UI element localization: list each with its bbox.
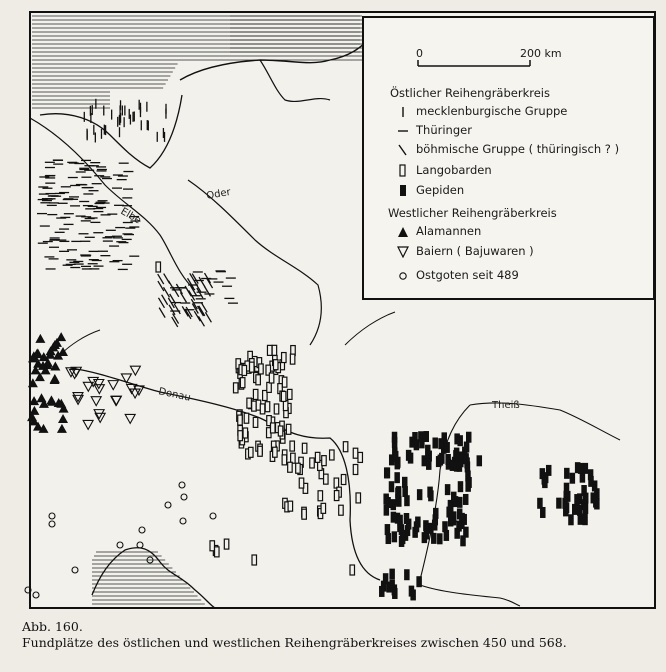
site-gepiden (432, 437, 438, 448)
site-langobarden (271, 423, 276, 433)
vertical-bar-symbol-icon (394, 106, 412, 118)
site-langobarden (224, 539, 229, 549)
site-langobarden (247, 398, 252, 408)
site-gepiden (572, 504, 578, 515)
site-gepiden (394, 472, 400, 483)
site-langobarden (282, 377, 287, 387)
site-gepiden (463, 453, 469, 464)
site-langobarden (287, 389, 292, 399)
open-circle-symbol-icon (394, 271, 412, 281)
site-langobarden (288, 462, 293, 472)
site-gepiden (460, 535, 466, 546)
site-langobarden (334, 478, 339, 488)
site-gepiden (391, 499, 397, 510)
site-langobarden (250, 362, 255, 372)
legend-label: Ostgoten seit 489 (416, 268, 519, 282)
site-gepiden (383, 494, 389, 505)
legend-item-mecklenburg (394, 106, 567, 118)
site-gepiden (404, 495, 410, 506)
site-langobarden (233, 383, 238, 393)
site-langobarden (242, 365, 247, 375)
site-langobarden (252, 401, 257, 411)
site-langobarden (296, 463, 301, 473)
site-gepiden (409, 437, 415, 448)
site-langobarden (274, 404, 279, 414)
site-gepiden (393, 451, 399, 462)
site-langobarden (353, 448, 358, 458)
site-gepiden (389, 481, 395, 492)
map-legend (362, 16, 655, 300)
site-langobarden (267, 345, 272, 355)
site-langobarden (240, 378, 245, 388)
site-langobarden (315, 452, 320, 462)
caption-text: Fundplätze des östlichen und westlichen Reihengräberkreises zwischen 450 und 568. (22, 635, 567, 650)
site-langobarden (238, 431, 243, 441)
site-gepiden (391, 512, 397, 523)
legend-item-thueringer (394, 125, 472, 137)
site-langobarden (350, 565, 355, 575)
legend-label: böhmische Gruppe ( thüringisch ? ) (416, 142, 620, 157)
legend-item-ostgoten (394, 270, 519, 282)
figure-number: Abb. 160. (22, 619, 83, 634)
site-gepiden (537, 498, 543, 509)
site-langobarden (339, 505, 344, 515)
site-gepiden (418, 431, 424, 442)
site-gepiden (463, 494, 469, 505)
site-gepiden (400, 533, 406, 544)
site-gepiden (442, 521, 448, 532)
legend-label: Baiern ( Bajuwaren ) (416, 244, 534, 259)
legend-label: Alamannen (416, 224, 482, 239)
legend-label: Thüringer (416, 123, 472, 138)
site-gepiden (385, 524, 391, 535)
site-gepiden (404, 569, 410, 580)
site-gepiden (424, 528, 430, 539)
legend-item-langobarden (394, 164, 492, 178)
site-gepiden (582, 513, 588, 524)
site-gepiden (568, 514, 574, 525)
site-langobarden (302, 443, 307, 453)
site-langobarden (282, 455, 287, 465)
site-gepiden (588, 476, 594, 487)
site-langobarden (321, 503, 326, 513)
site-gepiden (406, 519, 412, 530)
site-gepiden (451, 492, 457, 503)
site-gepiden (409, 586, 415, 597)
site-gepiden (389, 569, 395, 580)
site-gepiden (542, 477, 548, 488)
site-gepiden (448, 516, 454, 527)
site-gepiden (416, 576, 422, 587)
site-gepiden (392, 588, 398, 599)
site-gepiden (591, 492, 597, 503)
legend-item-gepiden (394, 184, 464, 198)
site-langobarden (278, 426, 283, 436)
site-langobarden (210, 541, 215, 551)
site-langobarden (299, 478, 304, 488)
site-langobarden (273, 447, 278, 457)
site-gepiden (414, 521, 420, 532)
filled-triangle-symbol-icon (394, 226, 412, 238)
open-down-triangle-symbol-icon (394, 246, 412, 258)
site-gepiden (448, 503, 454, 514)
site-gepiden (556, 498, 562, 509)
site-gepiden (379, 586, 385, 597)
site-langobarden (334, 491, 339, 501)
site-gepiden (457, 461, 463, 472)
site-langobarden (286, 424, 291, 434)
site-gepiden (425, 445, 431, 456)
site-langobarden (238, 415, 243, 425)
site-langobarden (281, 391, 286, 401)
site-langobarden (253, 389, 258, 399)
site-gepiden (564, 483, 570, 494)
site-gepiden (444, 442, 450, 453)
site-gepiden (441, 432, 447, 443)
site-gepiden (574, 494, 580, 505)
site-gepiden (445, 484, 451, 495)
site-langobarden (318, 491, 323, 501)
site-langobarden (256, 375, 261, 385)
site-gepiden (458, 481, 464, 492)
site-gepiden (465, 481, 471, 492)
site-gepiden (385, 467, 391, 478)
legend-label: Langobarden (416, 163, 492, 178)
site-langobarden (243, 428, 248, 438)
site-gepiden (426, 459, 432, 470)
site-langobarden (290, 354, 295, 364)
site-langobarden (156, 262, 161, 272)
site-gepiden (564, 468, 570, 479)
legend-label: Gepiden (416, 183, 465, 198)
site-langobarden (302, 509, 307, 519)
site-langobarden (288, 501, 293, 511)
site-gepiden (406, 450, 412, 461)
site-langobarden (343, 442, 348, 452)
site-langobarden (249, 447, 254, 457)
site-langobarden (258, 446, 263, 456)
site-langobarden (272, 345, 277, 355)
site-gepiden (437, 533, 443, 544)
site-langobarden (282, 353, 287, 363)
site-gepiden (477, 455, 483, 466)
site-gepiden (583, 503, 589, 514)
site-langobarden (330, 450, 335, 460)
site-gepiden (454, 448, 460, 459)
river-label-theiss: Theiß (492, 400, 520, 411)
site-gepiden (431, 533, 437, 544)
site-langobarden (322, 456, 327, 466)
site-gepiden (392, 437, 398, 448)
site-gepiden (427, 487, 433, 498)
legend-item-baiern (394, 246, 534, 258)
site-gepiden (392, 531, 398, 542)
figure-caption (22, 619, 662, 651)
site-gepiden (562, 498, 568, 509)
site-gepiden (461, 514, 467, 525)
site-gepiden (395, 488, 401, 499)
site-gepiden (466, 432, 472, 443)
legend-label: mecklenburgische Gruppe (416, 104, 568, 119)
diagonal-backslash-symbol-icon (394, 144, 412, 156)
site-langobarden (356, 493, 361, 503)
legend-western-heading: Westlicher Reihengräberkreis (388, 206, 557, 220)
scale-zero: 0 (416, 47, 423, 60)
site-gepiden (424, 431, 430, 442)
site-gepiden (583, 493, 589, 504)
site-gepiden (384, 505, 390, 516)
site-langobarden (265, 402, 270, 412)
site-langobarden (260, 404, 265, 414)
site-langobarden (267, 382, 272, 392)
site-langobarden (283, 401, 288, 411)
site-gepiden (433, 514, 439, 525)
site-langobarden (310, 458, 315, 468)
site-langobarden (252, 555, 257, 565)
site-gepiden (570, 473, 576, 484)
legend-eastern-heading: Östlicher Reihengräberkreis (390, 86, 550, 100)
site-langobarden (290, 441, 295, 451)
river-label-oder: Oder (205, 186, 232, 202)
site-gepiden (417, 489, 423, 500)
legend-item-alamannen (394, 226, 481, 238)
site-langobarden (358, 452, 363, 462)
site-langobarden (269, 373, 274, 383)
site-gepiden (454, 433, 460, 444)
filled-rectangle-symbol-icon (394, 184, 412, 198)
site-langobarden (353, 464, 358, 474)
river-label-donau: Donau (157, 386, 192, 404)
site-gepiden (454, 528, 460, 539)
site-langobarden (244, 413, 249, 423)
site-langobarden (259, 364, 264, 374)
site-gepiden (464, 442, 470, 453)
site-gepiden (438, 455, 444, 466)
site-gepiden (578, 463, 584, 474)
scale-max: 200 km (520, 47, 562, 60)
scale-bar (408, 48, 568, 68)
horizontal-dash-symbol-icon (394, 125, 412, 137)
site-langobarden (215, 547, 220, 557)
site-langobarden (273, 360, 278, 370)
site-langobarden (324, 474, 329, 484)
site-langobarden (341, 475, 346, 485)
site-gepiden (457, 497, 463, 508)
open-rectangle-symbol-icon (394, 164, 412, 178)
site-langobarden (253, 417, 258, 427)
legend-item-boehmisch (394, 144, 619, 156)
river-label-elbe: Elbe (118, 206, 143, 227)
